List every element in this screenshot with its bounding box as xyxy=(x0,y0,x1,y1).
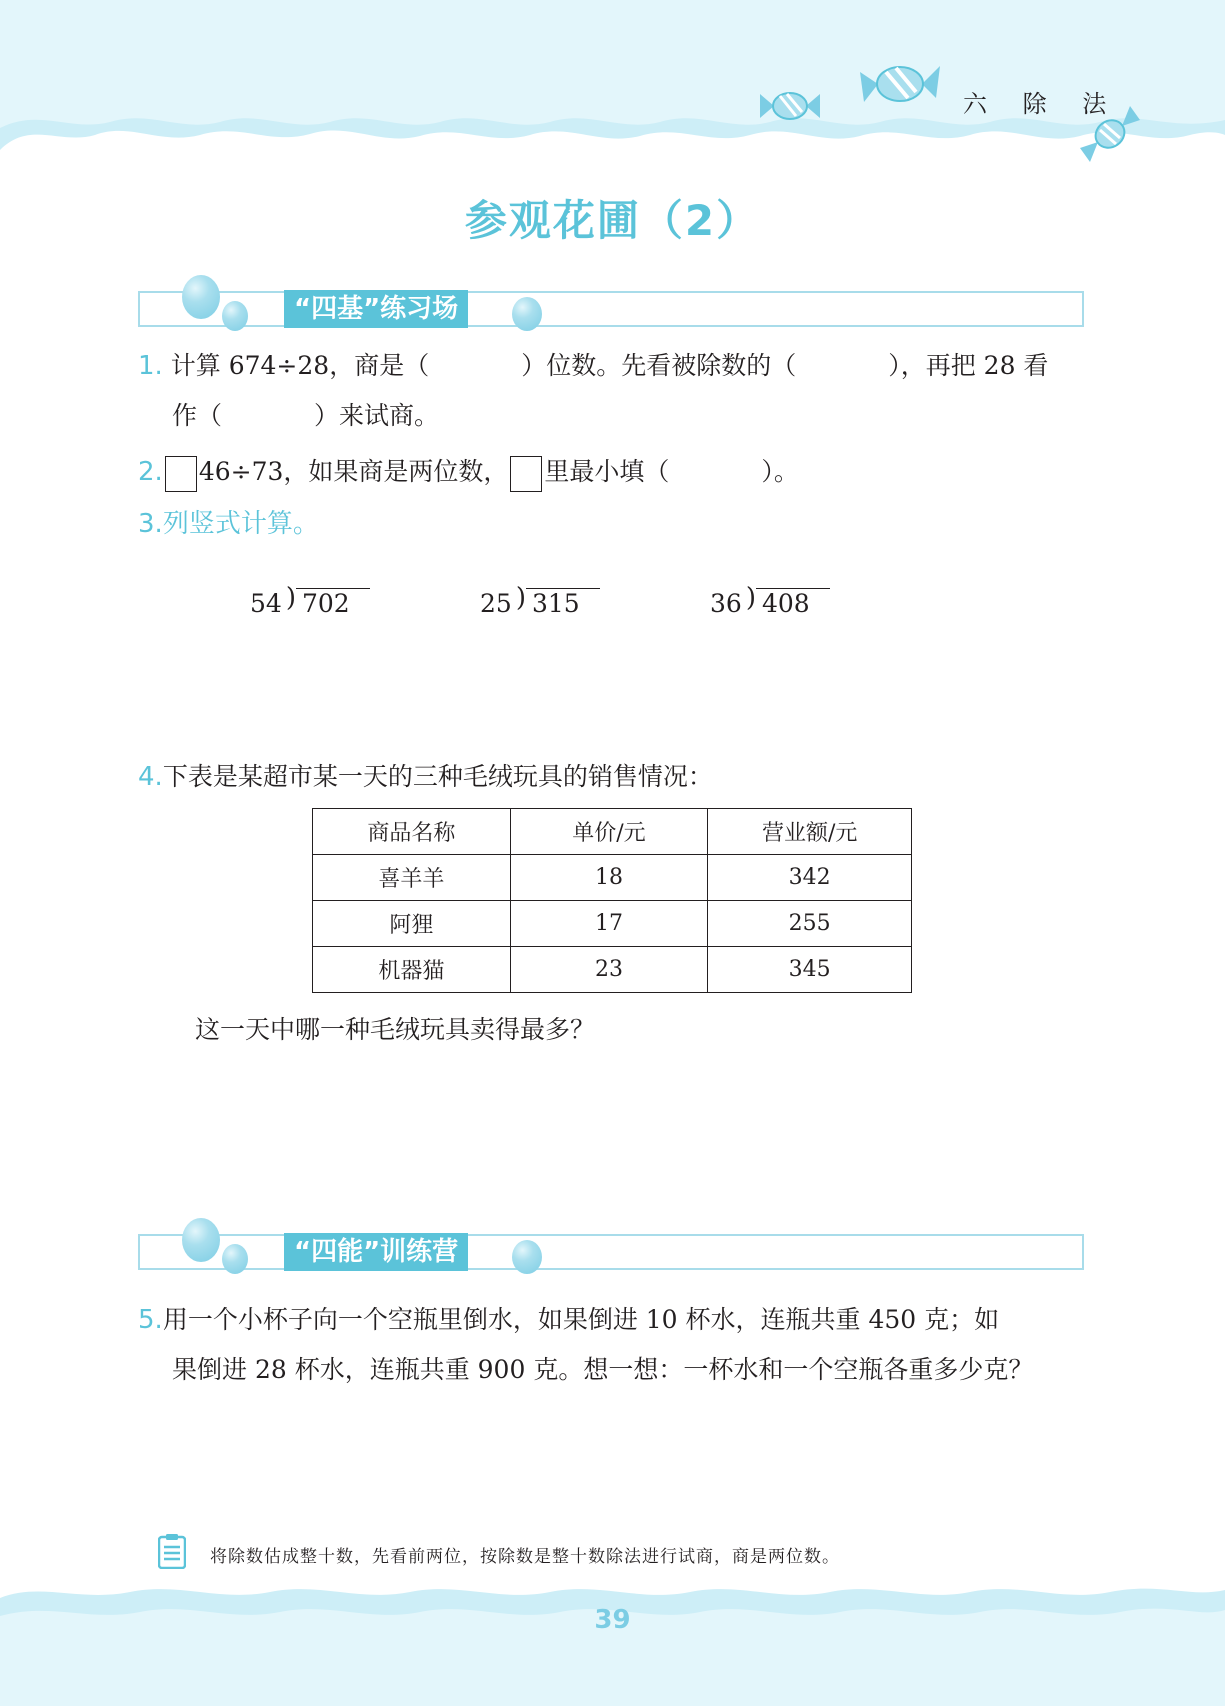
question-number: 2. xyxy=(138,457,163,487)
divisor: 54 xyxy=(250,589,282,618)
q1-text-e: ）来试商。 xyxy=(314,401,440,430)
table-cell: 345 xyxy=(708,947,912,993)
table-header-row xyxy=(313,809,912,855)
balloon-icon xyxy=(512,297,542,331)
divisor: 36 xyxy=(710,589,742,618)
question-1 xyxy=(138,348,1048,384)
q4-text: 下表是某超市某一天的三种毛绒玩具的销售情况： xyxy=(162,762,713,791)
question-5 xyxy=(138,1302,999,1338)
q3-text: 列竖式计算。 xyxy=(162,509,319,539)
section-title: “四能”训练营 xyxy=(284,1233,468,1271)
q2-text-b: 里最小填（ xyxy=(544,457,670,486)
long-division xyxy=(250,583,370,619)
candy-icon xyxy=(860,58,940,112)
table-cell: 喜羊羊 xyxy=(313,855,511,901)
table-cell: 18 xyxy=(510,855,708,901)
table-row xyxy=(313,947,912,993)
q2-text-a: 46÷73，如果商是两位数， xyxy=(198,457,509,486)
table-row xyxy=(313,855,912,901)
balloon-icon xyxy=(222,301,248,331)
q1-text-b: ）位数。先看被除数的（ xyxy=(521,351,797,380)
question-number: 4. xyxy=(138,762,163,792)
table-row xyxy=(313,901,912,947)
table-cell: 机器猫 xyxy=(313,947,511,993)
divisor: 25 xyxy=(480,589,512,618)
footer-wave-band xyxy=(0,1580,1225,1706)
balloon-icon xyxy=(182,1218,220,1262)
balloon-icon xyxy=(182,275,220,319)
q4-question: 这一天中哪一种毛绒玩具卖得最多？ xyxy=(195,1015,596,1044)
dividend: 408 xyxy=(756,588,830,618)
division-bracket: ) xyxy=(515,583,526,613)
q5-line-1: 用一个小杯子向一个空瓶里倒水，如果倒进 10 杯水，连瓶共重 450 克；如 xyxy=(162,1305,1000,1334)
dividend: 315 xyxy=(526,588,600,618)
division-bracket: ) xyxy=(285,583,296,613)
fill-box[interactable] xyxy=(165,456,197,492)
fill-box[interactable] xyxy=(510,456,542,492)
table-cell: 342 xyxy=(708,855,912,901)
section-title: “四基”练习场 xyxy=(284,290,468,328)
question-3 xyxy=(138,506,319,542)
q1-text-d: 作（ xyxy=(172,401,223,430)
q5-line-2: 果倒进 28 杯水，连瓶共重 900 克。想一想：一杯水和一个空瓶各重多少克？ xyxy=(172,1355,1034,1384)
question-4 xyxy=(138,759,713,795)
balloon-icon xyxy=(222,1244,248,1274)
tip-text: 将除数估成整十数，先看前两位，按除数是整十数除法进行试商，商是两位数。 xyxy=(210,1547,840,1567)
candy-icon xyxy=(760,86,820,126)
clipboard-icon xyxy=(158,1533,186,1569)
question-number: 3. xyxy=(138,509,163,539)
page-title: 参观花圃（2） xyxy=(464,196,761,245)
q1-text-a: 计算 674÷28，商是（ xyxy=(170,351,430,380)
table-cell: 23 xyxy=(510,947,708,993)
q2-text-c: ）。 xyxy=(761,457,799,486)
table-header: 商品名称 xyxy=(313,809,511,855)
question-2 xyxy=(138,454,799,492)
division-bracket: ) xyxy=(745,583,756,613)
page-number: 39 xyxy=(594,1605,631,1635)
table-cell: 255 xyxy=(708,901,912,947)
question-1-line-2 xyxy=(172,398,439,434)
section-banner xyxy=(138,291,1084,327)
question-number: 5. xyxy=(138,1305,163,1335)
table-header: 营业额/元 xyxy=(708,809,912,855)
chapter-label: 六 除 法 xyxy=(963,90,1121,118)
long-division xyxy=(480,583,600,619)
table-header: 单价/元 xyxy=(510,809,708,855)
sales-table xyxy=(312,808,912,993)
dividend: 702 xyxy=(296,588,370,618)
question-number: 1. xyxy=(138,351,163,381)
section-banner xyxy=(138,1234,1084,1270)
long-division xyxy=(710,583,830,619)
table-cell: 17 xyxy=(510,901,708,947)
q1-text-c: ），再把 28 看 xyxy=(888,351,1049,380)
balloon-icon xyxy=(512,1240,542,1274)
table-cell: 阿狸 xyxy=(313,901,511,947)
